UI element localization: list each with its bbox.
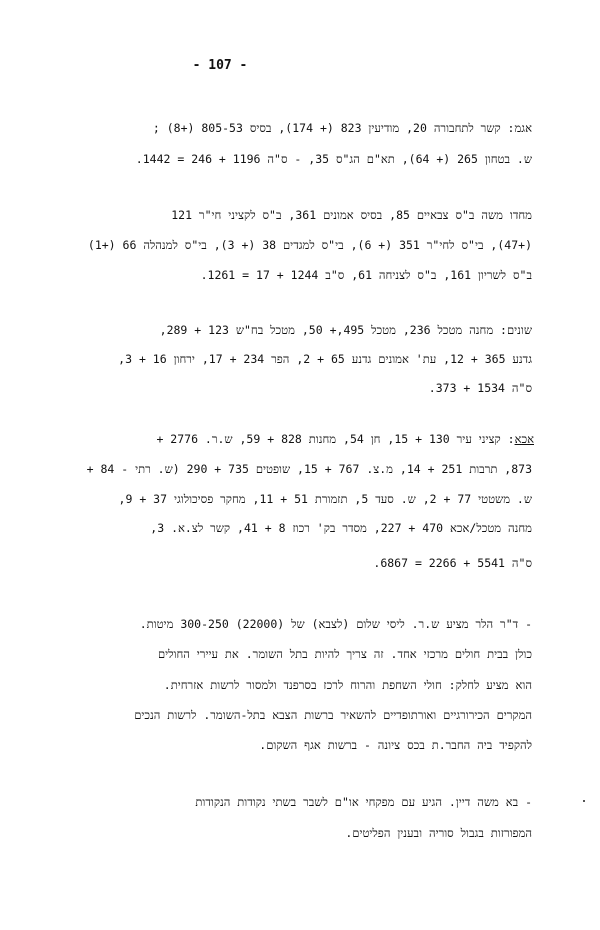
- paragraph-3-line-2: גדנע 365 + 12, עת' אמונים גדנע 65 + 2, הפר 234 + 17, ירחון 16 + 3,: [118, 352, 532, 366]
- paragraph-4-line-5: ס"ה 5541 + 2266 = 6867.: [373, 556, 532, 570]
- paragraph-3-line-3: ס"ה 1534 + 373.: [428, 381, 532, 395]
- paragraph-6-line-1: - בא משה דיין. הגיע עם מפקחי או"ם לשבר בשתי נקודות הנקודות: [195, 795, 532, 809]
- paragraph-4-line-4: מחנה מטכל/אכא 470 + 227, מסדר בק' רכוז 8 + 41, קשר לצ.א. 3,: [150, 521, 532, 535]
- paragraph-5-line-4: המקרים הכירורגיים ואורתופדיים להשאיר ברשות הצבא בתל-השומר. לרשות הנכים: [134, 708, 532, 722]
- paragraph-4-line-1-text: : קציני עיר 130 + 15, חן 54, מחנות 828 + 59, ש.ר. 2776 +: [156, 432, 515, 446]
- paragraph-2-line-3: ב"ס לשריון 161, ב"ס לצניחה 61, ס"ב 1244 + 17 = 1261.: [200, 268, 532, 282]
- paragraph-2-line-1: מחדו משה ב"ס צבאיים 85, בסיס אמונים 361, ב"ס לקציני חי"ר 121: [171, 208, 532, 222]
- paragraph-5-line-3: הוא מציע לחלק: חולי השחפת והרוח לרכז בסרפנד ולמסור לרשות אזרחית.: [163, 678, 532, 692]
- paragraph-3-line-1: שונים: מחנה מטכל 236, מטכל 495,+ 50, מטכל בח"ש 123 + 289,: [159, 323, 532, 337]
- paragraph-5-line-2: כולן בבית חולים מרכזי אחד. זה צריך להיות בתל השומר. את עיירי החולים: [157, 647, 532, 661]
- paragraph-4-line-3: ש. משטטי 77 + 2, ש. סעד 5, תזמורת 51 + 11, מחקר פסיכולוגי 37 + 9,: [118, 492, 532, 506]
- scan-speck: [583, 800, 585, 802]
- page-number: - 107 -: [192, 58, 248, 73]
- paragraph-6-line-2: המפורזות בגבול סוריה ובענין הפליטים.: [345, 826, 532, 840]
- paragraph-5-line-5: להקפיד ביה החבר.ת בכס ציונה - ברשות אגף השקום.: [259, 738, 532, 752]
- paragraph-4-line-1: [92, 432, 534, 446]
- paragraph-5-line-1: - ד"ר הלר מציע ש.ר. ליסי שלום (לצבא) של (22000) 300-250 מיטות.: [139, 617, 532, 631]
- paragraph-1-line-1: אגמ: קשר לתחבורה 20, מודיעין 823 (+ 174), בסיס 805-53 (+8) ;: [152, 121, 532, 135]
- paragraph-1-line-2: ש. בטחון 265 (+ 64), תא"ם הג"ס 35, - ס"ה 1196 + 246 = 1442.: [135, 152, 532, 166]
- underlined-heading: אכא: [514, 432, 534, 446]
- paragraph-2-line-2: (+47), בי"ס לחי"ר 351 (+ 6), בי"ס למגדים 38 (+ 3), בי"ס למנהלה 66 (+1): [87, 238, 532, 252]
- paragraph-4-line-2: 873, תרבות 251 + 14, מ.צ. 767 + 15, שופטים 735 + 290 (ש. רתי - 84 +: [86, 462, 532, 476]
